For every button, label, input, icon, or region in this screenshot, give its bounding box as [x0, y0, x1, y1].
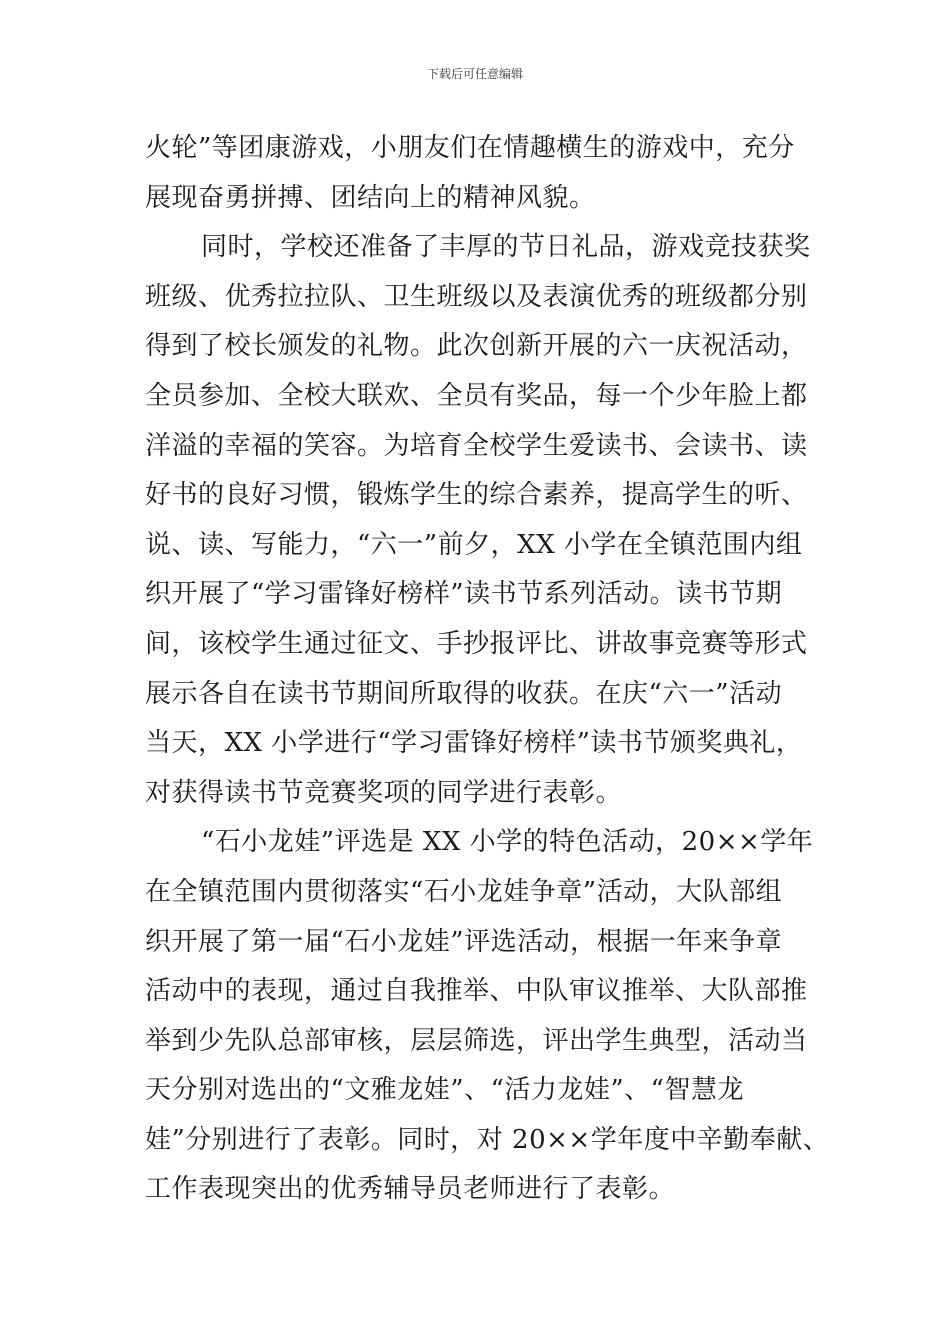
text-line: 织开展了“学习雷锋好榜样”读书节系列活动。读书节期 — [145, 579, 783, 610]
text-line: 对获得读书节竞赛奖项的同学进行表彰。 — [145, 777, 623, 808]
paragraph-start-line: “石小龙娃”评选是 XX 小学的特色活动，20××学年 — [201, 827, 814, 858]
paragraph-start-line: 同时，学校还准备了丰厚的节日礼品，游戏竞技获奖 — [201, 232, 811, 263]
text-line: 得到了校长颁发的礼物。此次创新开展的六一庆祝活动， — [145, 331, 808, 362]
text-line: 洋溢的幸福的笑容。为培育全校学生爱读书、会读书、读 — [145, 430, 808, 461]
text-line: 全员参加、全校大联欢、全员有奖品，每一个少年脸上都 — [145, 380, 808, 411]
text-line: 活动中的表现，通过自我推举、中队审议推举、大队部推 — [145, 976, 808, 1007]
text-line: 织开展了第一届“石小龙娃”评选活动，根据一年来争章 — [145, 926, 783, 957]
text-line: 好书的良好习惯，锻炼学生的综合素养，提高学生的听、 — [145, 480, 808, 511]
text-line: 娃”分别进行了表彰。同时，对 20××学年度中辛勤奉献、 — [145, 1124, 830, 1155]
text-line: 间，该校学生通过征文、手抄报评比、讲故事竞赛等形式 — [145, 628, 808, 659]
page-header: 下载后可任意编辑 — [426, 67, 523, 81]
text-line: 火轮”等团康游戏，小朋友们在情趣横生的游戏中，充分 — [145, 133, 795, 163]
text-line: 展现奋勇拼搏、团结向上的精神风貌。 — [145, 182, 596, 213]
text-line: 举到少先队总部审核，层层筛选，评出学生典型，活动当 — [145, 1025, 808, 1056]
text-line: 说、读、写能力，“六一”前夕，XX 小学在全镇范围内组 — [145, 529, 803, 560]
text-line: 班级、优秀拉拉队、卫生班级以及表演优秀的班级都分别 — [145, 281, 808, 312]
text-line: 在全镇范围内贯彻落实“石小龙娃争章”活动，大队部组 — [145, 876, 783, 907]
document-body — [145, 124, 835, 1215]
text-line: 天分别对选出的“文雅龙娃”、“活力龙娃”、“智慧龙 — [145, 1075, 744, 1106]
text-line: 工作表现突出的优秀辅导员老师进行了表彰。 — [145, 1174, 676, 1205]
text-line: 展示各自在读书节期间所取得的收获。在庆“六一”活动 — [145, 678, 783, 709]
text-line: 当天，XX 小学进行“学习雷锋好榜样”读书节颁奖典礼， — [145, 728, 803, 759]
